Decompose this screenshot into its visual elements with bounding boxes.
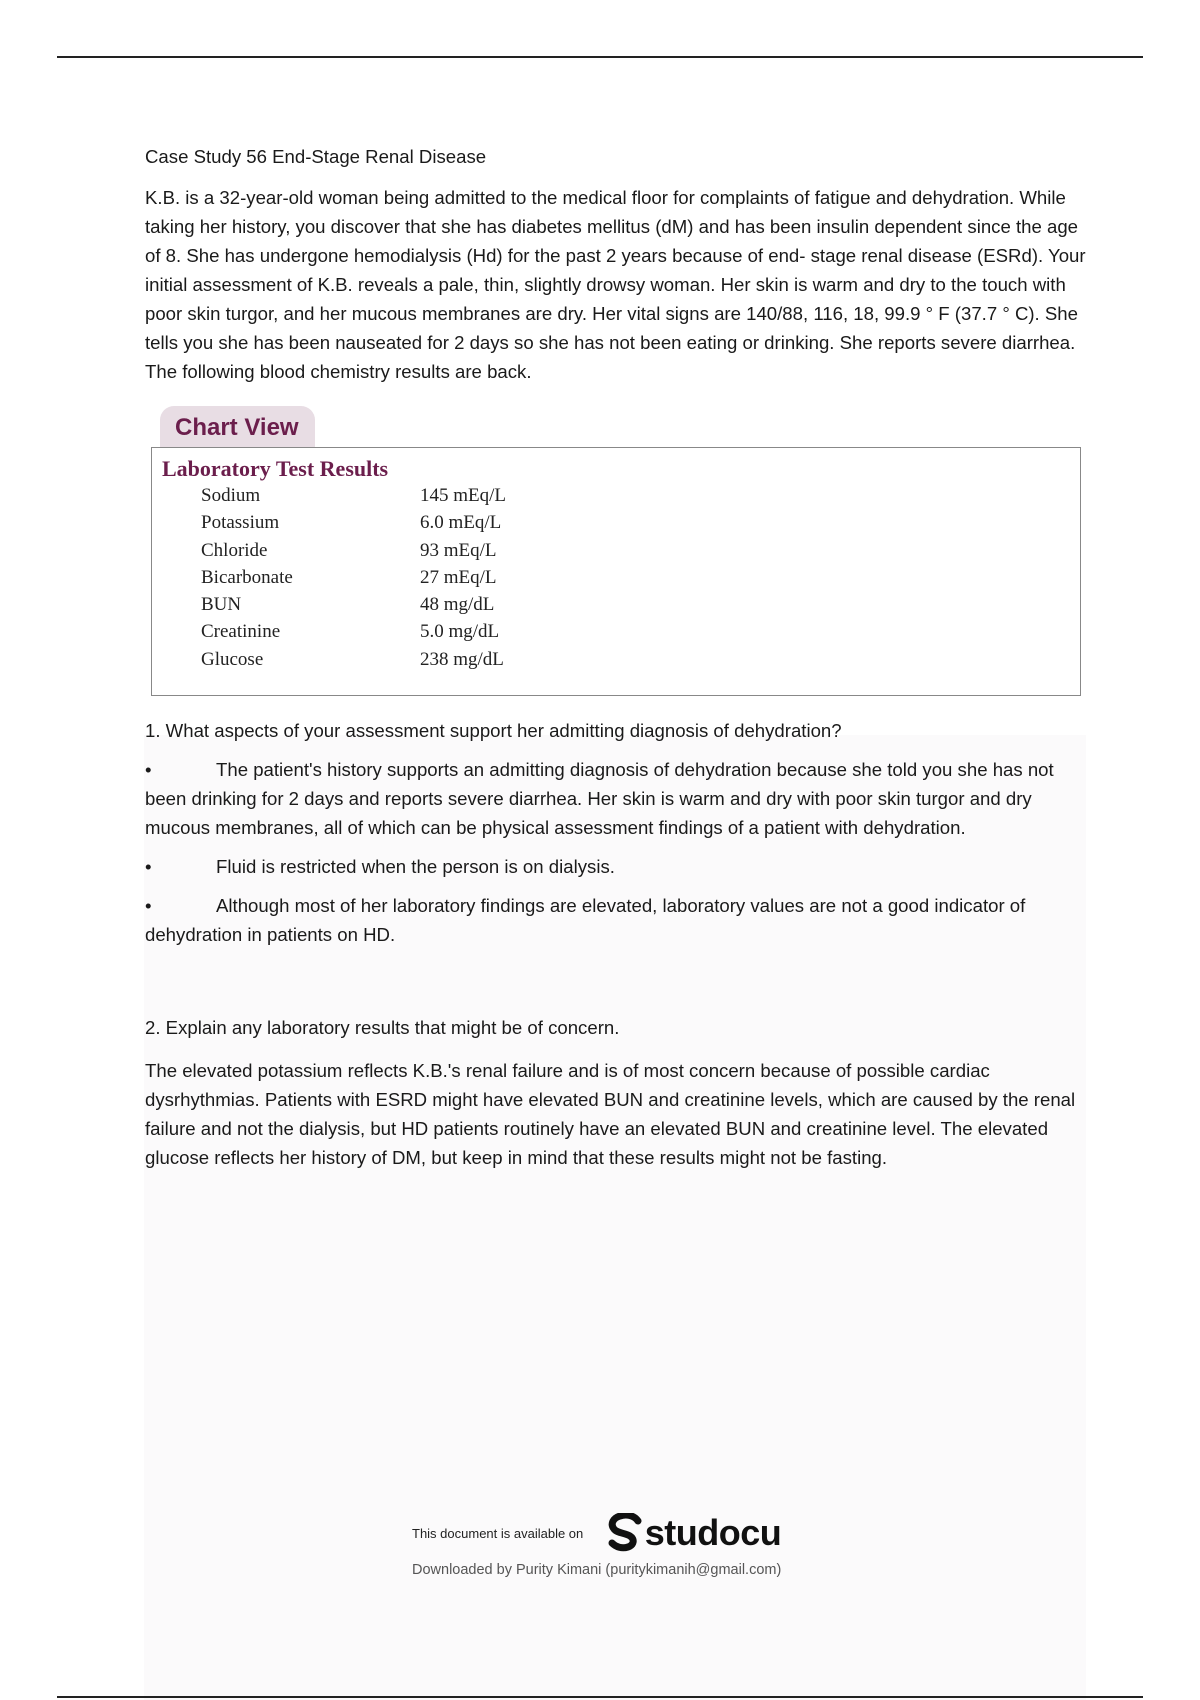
bullet-item xyxy=(145,891,1090,949)
lab-name: Potassium xyxy=(201,512,280,534)
lab-row xyxy=(152,509,1080,536)
studocu-footer xyxy=(412,1512,832,1578)
lab-results-title: Laboratory Test Results xyxy=(162,456,389,481)
question-2: 2. Explain any laboratory results that might be of concern. xyxy=(145,1017,620,1038)
lab-row xyxy=(152,618,1080,645)
lab-row xyxy=(152,564,1080,591)
lab-value: 145 mEq/L xyxy=(420,485,507,506)
document-body xyxy=(145,142,1090,1172)
bullet-text: Although most of her laboratory findings are elevated, laboratory values are not a good indicator of dehydration in patients on HD. xyxy=(145,895,1026,945)
bullet-icon: • xyxy=(145,856,152,877)
lab-row xyxy=(152,482,1080,509)
studocu-s-icon xyxy=(608,1513,642,1553)
lab-name: Bicarbonate xyxy=(201,566,293,588)
studocu-logo-text: studocu xyxy=(644,1512,782,1553)
lab-row xyxy=(152,537,1080,564)
bottom-rule xyxy=(57,1696,1143,1698)
answer-2: The elevated potassium reflects K.B.'s renal failure and is of most concern because of possible cardiac dysrhythmias. Patients with ESRD might have elevated BUN and creatinine levels, which are caused by the renal failure and not the dialysis, but HD patients routinely have an elevated BUN and creatinine level. The elevated glucose reflects her history of DM, but keep in mind that these results might not be fasting. xyxy=(145,1060,1076,1168)
lab-value: 5.0 mg/dL xyxy=(420,621,500,643)
lab-name: Sodium xyxy=(201,485,261,506)
lab-row xyxy=(152,591,1080,618)
bullet-text: Fluid is restricted when the person is on dialysis. xyxy=(216,856,615,877)
intro-paragraph: K.B. is a 32-year-old woman being admitted to the medical floor for complaints of fatigue and dehydration. While taking her history, you discover that she has diabetes mellitus (dM) and has been insulin dependent since the age of 8. She has undergone hemodialysis (Hd) for the past 2 years because of end- stage renal disease (ESRd). Your initial assessment of K.B. reveals a pale, thin, slightly drowsy woman. Her skin is warm and dry to the touch with poor skin turgor, and her mucous membranes are dry. Her vital signs are 140/88, 116, 18, 99.9 ° F (37.7 ° C). She tells you she has been nauseated for 2 days so she has not been eating or drinking. She reports severe diarrhea. The following blood chemistry results are back. xyxy=(145,187,1086,382)
lab-value: 93 mEq/L xyxy=(420,539,497,561)
lab-value: 27 mEq/L xyxy=(420,566,497,588)
lab-name: BUN xyxy=(201,594,242,616)
lab-name: Creatinine xyxy=(201,621,281,643)
chart-view-tab: Chart View xyxy=(160,406,315,447)
bullet-icon: • xyxy=(145,895,152,916)
available-text: This document is available on xyxy=(412,1525,584,1541)
downloaded-by-text: Downloaded by Purity Kimani (puritykimanih@gmail.com) xyxy=(412,1562,782,1578)
lab-name: Chloride xyxy=(201,539,268,561)
question-1: 1. What aspects of your assessment support her admitting diagnosis of dehydration? xyxy=(145,720,842,741)
bullet-icon: • xyxy=(145,759,152,780)
lab-name: Glucose xyxy=(201,648,264,670)
lab-value: 48 mg/dL xyxy=(420,594,495,616)
bullet-item xyxy=(145,755,1090,842)
chart-view xyxy=(151,406,1085,696)
lab-results-box xyxy=(151,447,1081,696)
top-rule xyxy=(57,56,1143,58)
lab-row xyxy=(152,646,1080,673)
case-heading: Case Study 56 End-Stage Renal Disease xyxy=(145,146,487,167)
bullet-text: The patient's history supports an admitting diagnosis of dehydration because she told you she has not been drinking for 2 days and reports severe diarrhea. Her skin is warm and dry with poor skin turgor and dry mucous membranes, all of which can be physical assessment findings of a patient with dehydration. xyxy=(145,759,1054,838)
studocu-logo[interactable] xyxy=(608,1512,782,1554)
lab-value: 6.0 mEq/L xyxy=(420,512,502,534)
lab-value: 238 mg/dL xyxy=(420,648,504,670)
bullet-item xyxy=(145,852,1090,881)
